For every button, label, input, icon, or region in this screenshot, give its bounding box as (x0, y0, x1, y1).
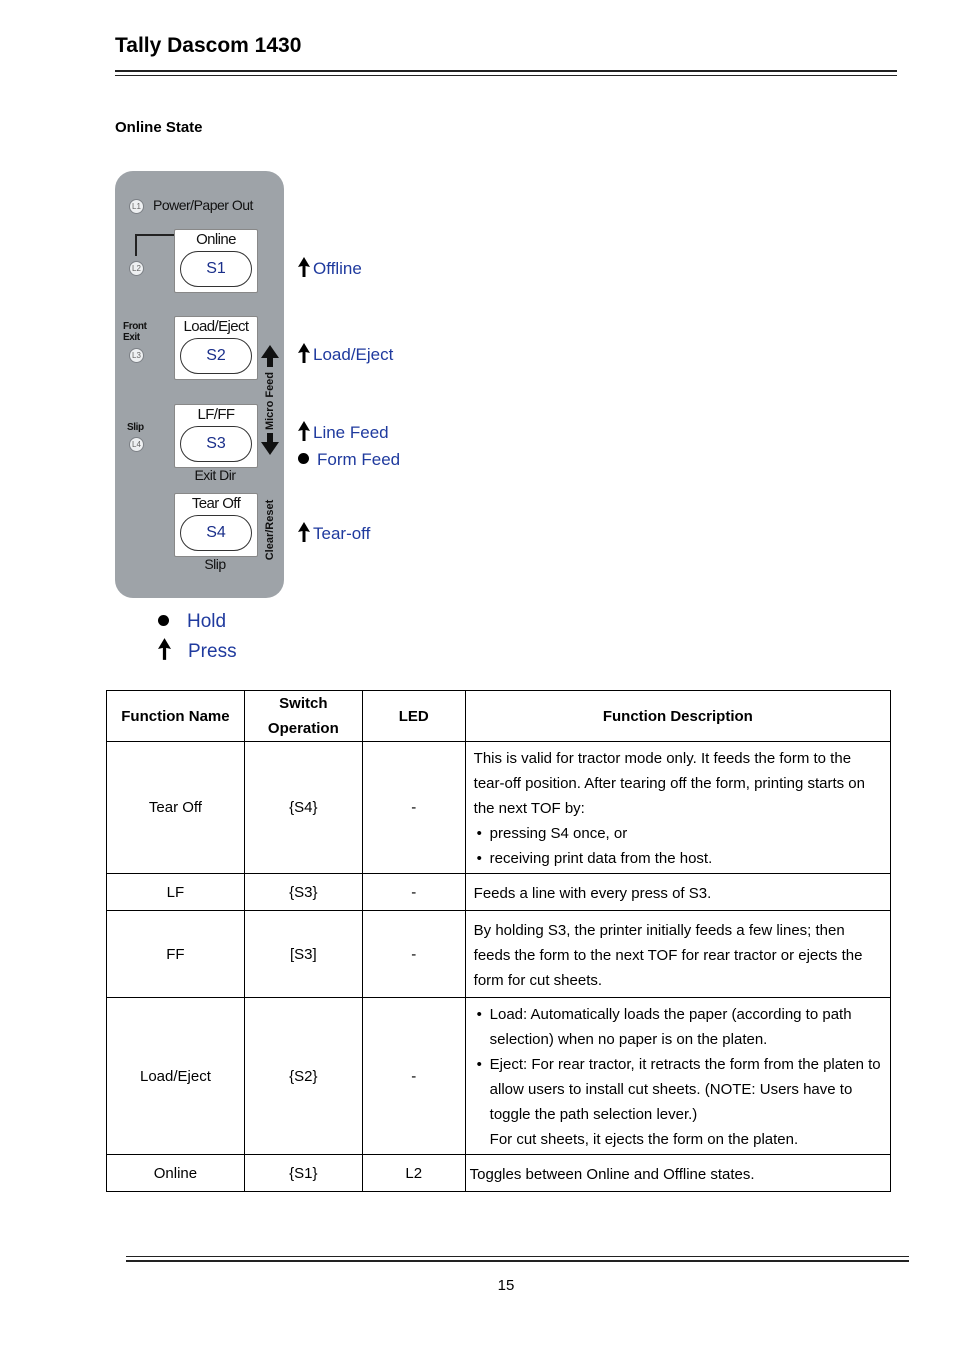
description-bullets (474, 1002, 882, 1127)
led-cell: - (362, 874, 465, 911)
press-arrow-icon (298, 522, 310, 542)
s1-button[interactable]: S1 (180, 251, 252, 287)
online-key[interactable] (174, 229, 258, 293)
press-arrow-icon (298, 257, 310, 277)
column-header-function-description: Function Description (465, 691, 890, 742)
section-heading: Online State (115, 119, 203, 136)
front-exit-label: Front Exit (123, 321, 147, 343)
exit-dir-label: Exit Dir (194, 467, 236, 483)
list-item: • Load: Automatically loads the paper (according to path selection) when no paper is on the platen. (490, 1002, 882, 1052)
press-arrow-icon (158, 638, 171, 660)
list-item: • receiving print data from the host. (490, 846, 882, 871)
control-panel-illustration (115, 171, 284, 598)
slip-label: Slip (204, 556, 226, 572)
table-row (107, 1155, 891, 1192)
lf-ff-key-label: LF/FF (197, 406, 235, 423)
clear-reset-label: Clear/Reset (264, 499, 276, 561)
form-feed-function: Form Feed (298, 450, 400, 470)
press-arrow-icon (298, 343, 310, 363)
description-cell (465, 998, 890, 1155)
table-header-row (107, 691, 891, 742)
footer-rule (126, 1260, 909, 1262)
list-item: • Eject: For rear tractor, it retracts the form from the platen to allow users to install cut sheets. (NOTE: Users have to toggle the path selection lever.) (490, 1052, 882, 1127)
load-eject-key-label: Load/Eject (183, 318, 249, 335)
tear-off-key-label: Tear Off (191, 495, 241, 512)
online-key-label: Online (196, 231, 236, 248)
tear-off-function: Tear-off (298, 522, 370, 544)
function-name-cell: Tear Off (107, 742, 245, 874)
description-cell: This is valid for tractor mode only. It feeds the form to the tear-off position. After tearing off the form, printing starts on the next TOF by: • pressing S4 once, or • receiving print data from the host. (465, 742, 890, 874)
hold-dot-icon (298, 453, 309, 464)
description-bullets (474, 821, 882, 871)
description-cell: By holding S3, the printer initially feeds a few lines; then feeds the form to the next TOF for rear tractor or ejects the form for cut sheets. (465, 911, 890, 998)
led-cell: - (362, 742, 465, 874)
function-name-cell: FF (107, 911, 245, 998)
function-name-cell: Online (107, 1155, 245, 1192)
micro-feed-label: Micro Feed (264, 371, 276, 431)
table-row (107, 874, 891, 911)
document-title: Tally Dascom 1430 (115, 34, 302, 57)
legend-press: Press (158, 638, 237, 663)
led-cell: L2 (362, 1155, 465, 1192)
description-cell: Toggles between Online and Offline states. (465, 1155, 890, 1192)
led-l4-indicator: L4 (129, 437, 144, 452)
switch-cell: {S4} (244, 742, 362, 874)
led-cell: - (362, 998, 465, 1155)
power-paper-out-label: Power/Paper Out (153, 197, 253, 213)
footer-rule-thin (126, 1256, 909, 1257)
load-eject-function: Load/Eject (298, 343, 393, 365)
function-table (106, 690, 891, 1192)
load-eject-key[interactable] (174, 316, 258, 380)
hold-dot-icon (158, 615, 169, 626)
description-note: For cut sheets, it ejects the form on the platen. (489, 1131, 799, 1148)
led-l2-indicator: L2 (129, 261, 144, 276)
table-row (107, 742, 891, 874)
led-l1-indicator: L1 (129, 199, 144, 214)
led-bracket (135, 234, 176, 256)
page-number: 15 (497, 1277, 515, 1294)
tear-off-key[interactable] (174, 493, 258, 557)
switch-cell: [S3] (244, 911, 362, 998)
table-row (107, 911, 891, 998)
offline-function: Offline (298, 257, 362, 279)
legend-hold: Hold (158, 611, 226, 633)
list-item: • pressing S4 once, or (490, 821, 882, 846)
switch-cell: {S2} (244, 998, 362, 1155)
description-cell: Feeds a line with every press of S3. (465, 874, 890, 911)
lf-ff-key[interactable] (174, 404, 258, 468)
switch-cell: {S3} (244, 874, 362, 911)
table-row (107, 998, 891, 1155)
line-feed-function: Line Feed (298, 421, 389, 443)
led-cell: - (362, 911, 465, 998)
s2-button[interactable]: S2 (180, 338, 252, 374)
column-header-function-name: Function Name (107, 691, 245, 742)
header-rule-thin (115, 75, 897, 76)
press-arrow-icon (298, 421, 310, 441)
function-name-cell: LF (107, 874, 245, 911)
switch-cell: {S1} (244, 1155, 362, 1192)
column-header-switch-operation: Switch Operation (244, 691, 362, 742)
function-name-cell: Load/Eject (107, 998, 245, 1155)
slip-led-label: Slip (127, 422, 144, 433)
s4-button[interactable]: S4 (180, 515, 252, 551)
header-rule (115, 70, 897, 72)
column-header-led: LED (362, 691, 465, 742)
led-l3-indicator: L3 (129, 348, 144, 363)
s3-button[interactable]: S3 (180, 426, 252, 462)
